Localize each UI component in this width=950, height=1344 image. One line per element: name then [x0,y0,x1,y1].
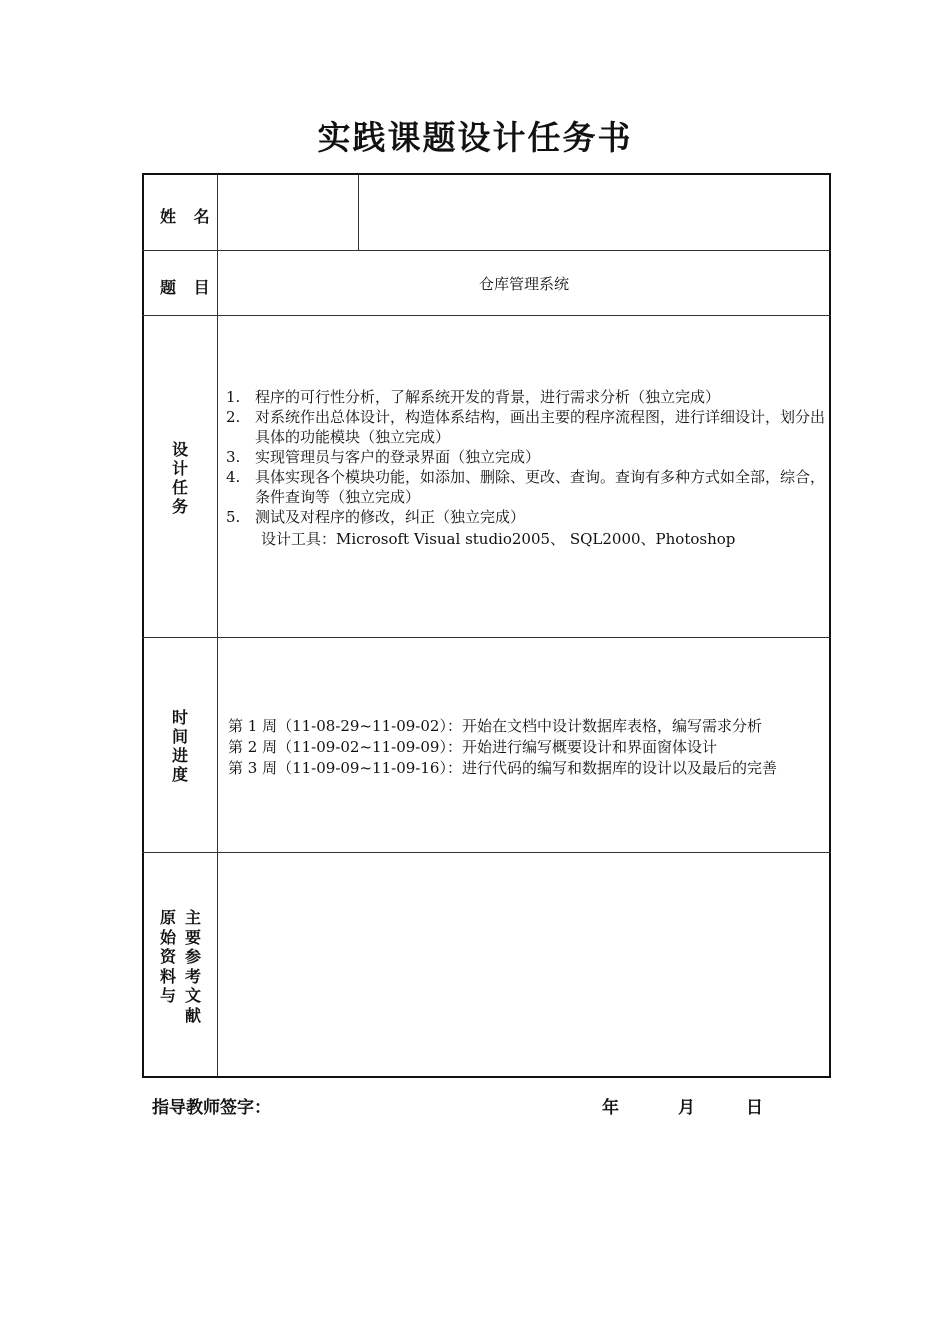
topic-label: 题 目 [160,278,216,297]
label-column-divider [217,175,218,1076]
design-tools: 设计工具：Microsoft Visual studio2005、 SQL2000、Photoshop [261,530,736,548]
task-text: 具体实现各个模块功能，如添加、删除、更改、查询。查询有多种方式如全部，综合，条件查询等（独立完成） [255,468,826,506]
row-divider [142,852,831,853]
signature-label: 指导教师签字： [152,1098,271,1118]
schedule-label: 时间进度 [171,708,188,784]
list-item: 3. 实现管理员与客户的登录界面（独立完成） [226,448,541,466]
tasks-label: 设计任务 [171,440,188,516]
row-divider [142,637,831,638]
month-label: 月 [678,1098,695,1118]
year-label: 年 [602,1098,619,1118]
topic-value: 仓库管理系统 [478,275,569,293]
name-cell-divider [358,175,359,250]
row-divider [142,315,831,316]
document-title: 实践课题设计任务书 [317,118,633,157]
task-text: 测试及对程序的修改，纠正（独立完成） [255,508,526,526]
references-label-left: 原始资料与 [159,908,176,1005]
list-item: 5. 测试及对程序的修改，纠正（独立完成） [226,508,526,526]
references-label-right: 主要参考文献 [184,908,201,1025]
task-list [226,387,826,527]
task-text: 程序的可行性分析，了解系统开发的背景，进行需求分析（独立完成） [255,388,721,406]
schedule-line-3: 第 3 周（11-09-09~11-09-16）：进行代码的编写和数据库的设计以及最后的完善 [228,759,777,777]
task-text: 对系统作出总体设计，构造体系结构，画出主要的程序流程图，进行详细设计，划分出具体的功能模块（独立完成） [255,408,826,446]
schedule-line-2: 第 2 周（11-09-02~11-09-09）：开始进行编写概要设计和界面窗体设计 [228,738,717,756]
task-text: 实现管理员与客户的登录界面（独立完成） [255,448,541,466]
day-label: 日 [746,1098,763,1118]
list-item: 1. 程序的可行性分析，了解系统开发的背景，进行需求分析（独立完成） [226,388,721,406]
list-item: 2. 对系统作出总体设计，构造体系结构，画出主要的程序流程图，进行详细设计，划分出具体的功能模块（独立完成） [226,408,826,446]
list-item: 4. 具体实现各个模块功能，如添加、删除、更改、查询。查询有多种方式如全部，综合，条件查询等（独立完成） [226,468,826,506]
schedule-line-1: 第 1 周（11-08-29~11-09-02）：开始在文档中设计数据库表格，编写需求分析 [228,717,762,735]
row-divider [142,250,831,251]
task-table [142,173,831,1078]
name-label: 姓 名 [160,207,216,226]
